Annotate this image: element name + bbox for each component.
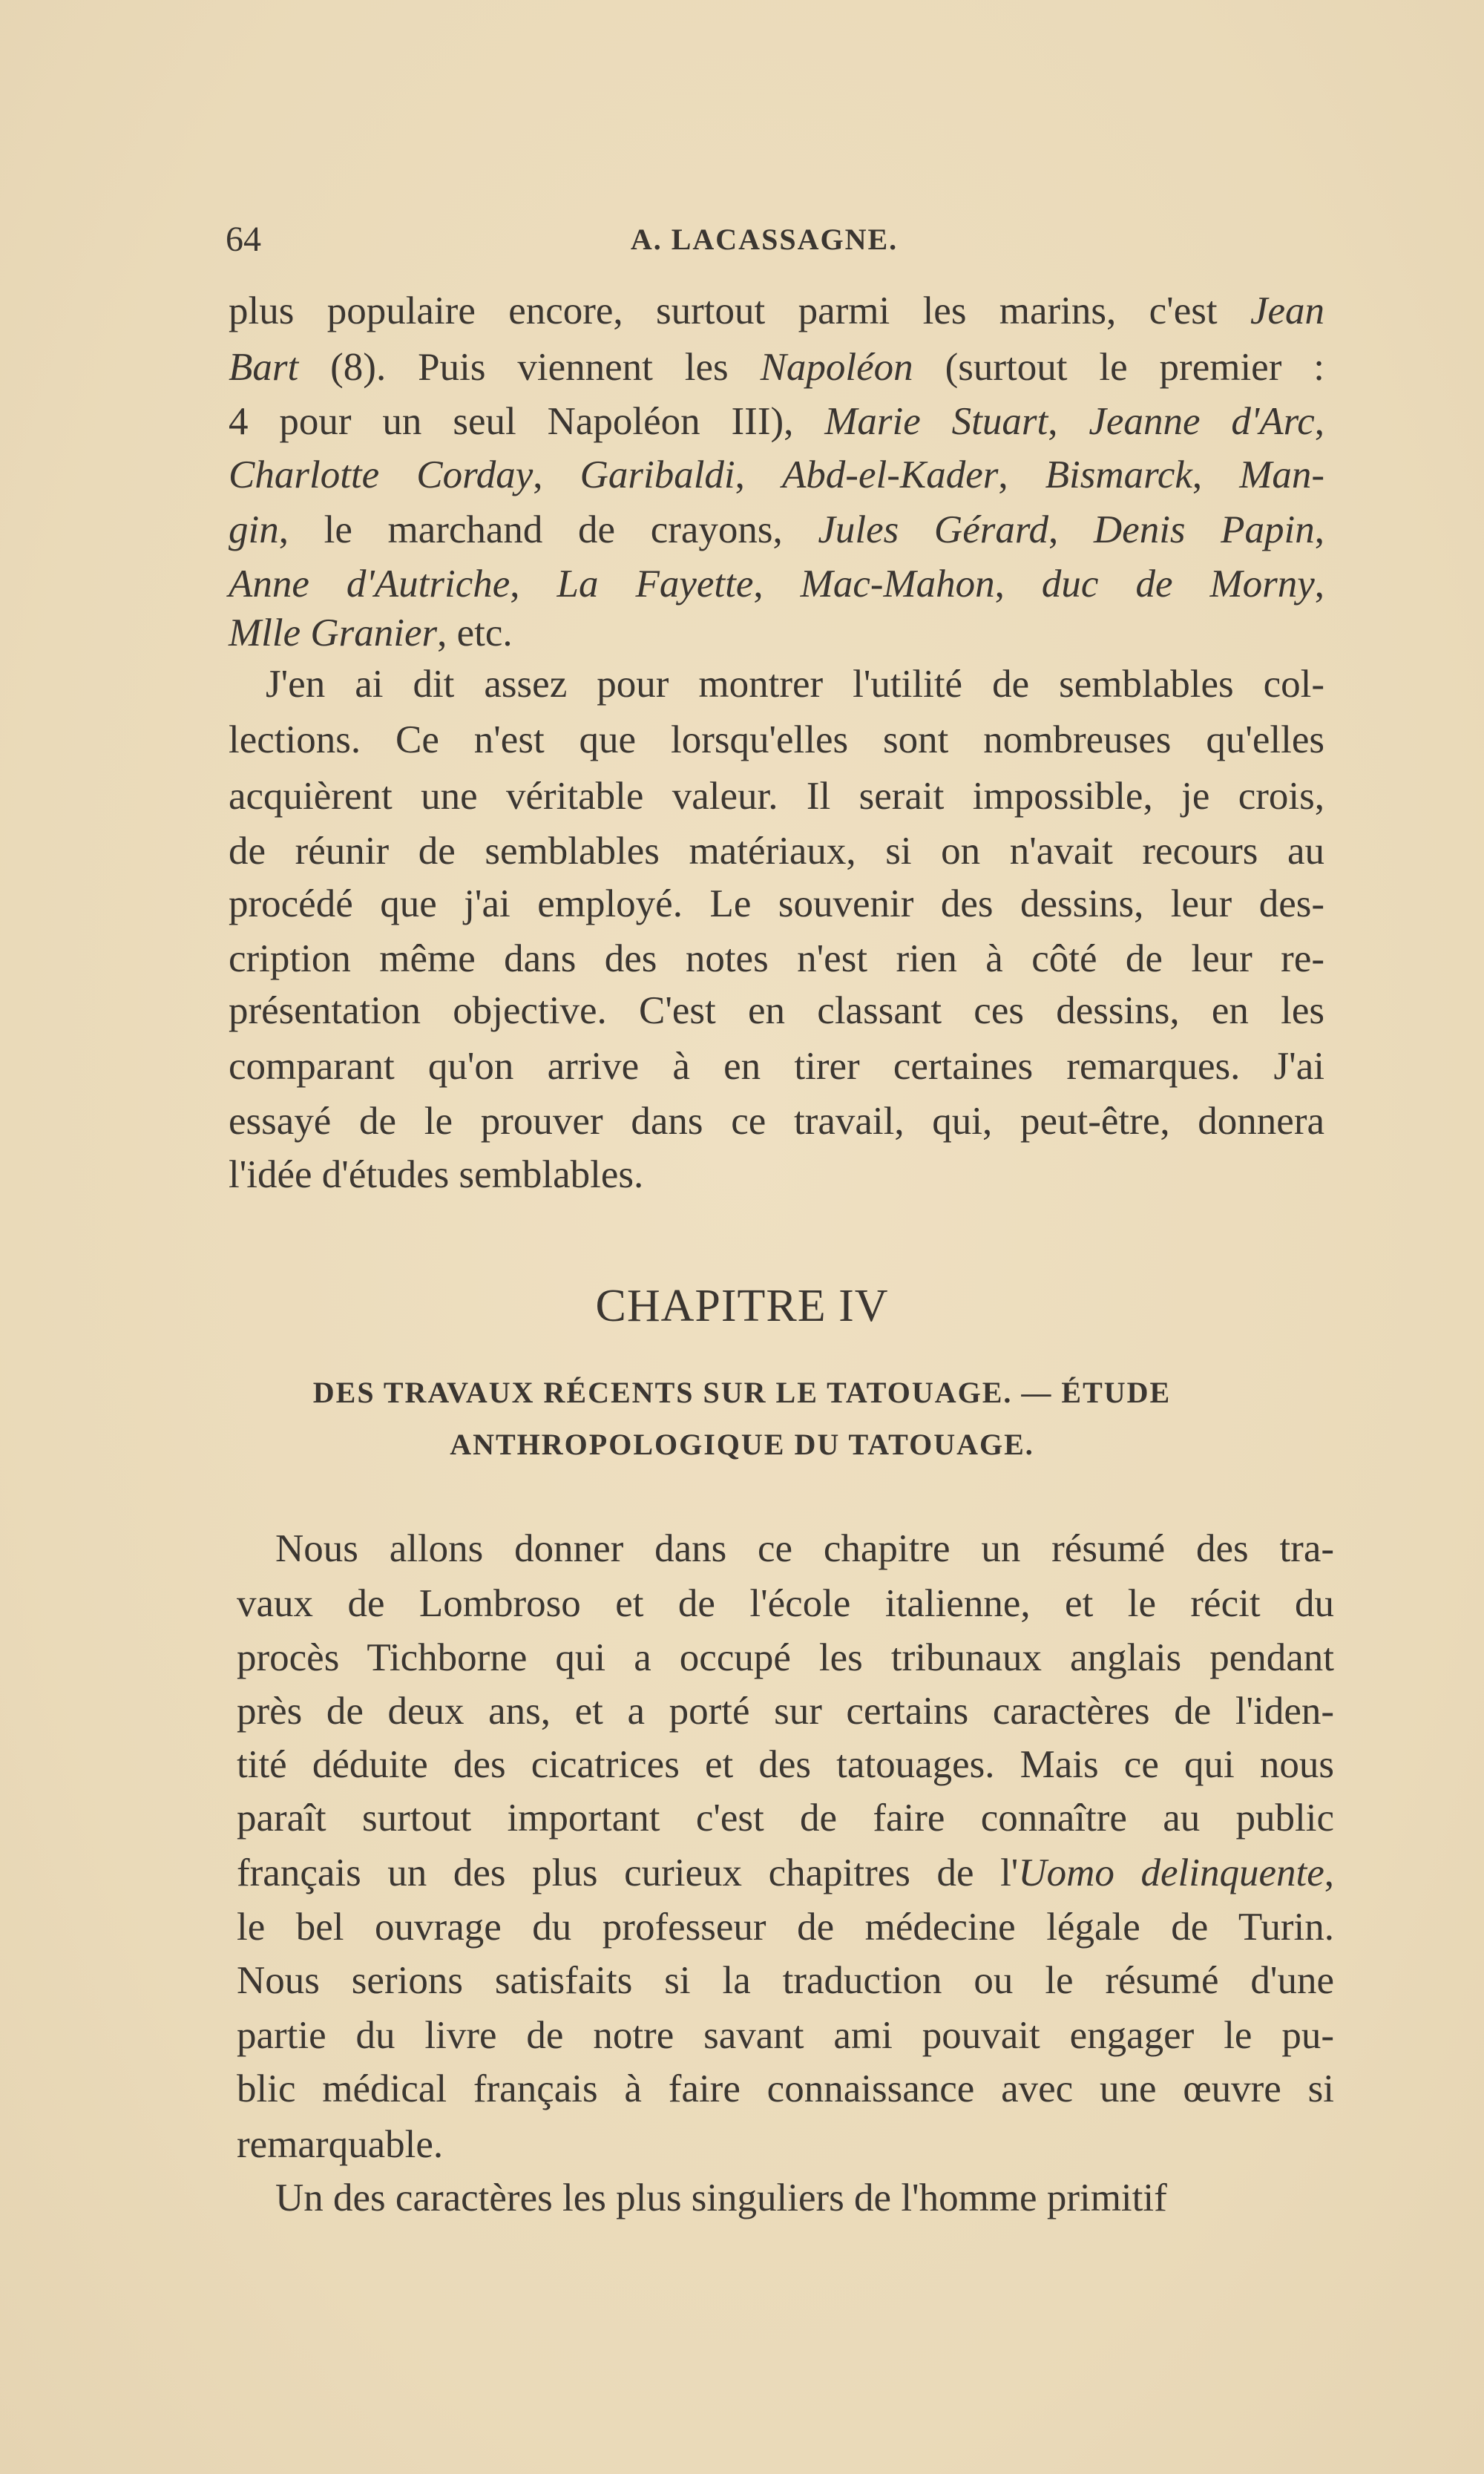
- text-line: [229, 606, 1324, 660]
- italic-text: Denis Papin: [1093, 508, 1315, 551]
- text-line: [237, 1684, 1334, 1739]
- text-run: vaux de Lombroso et de l'école italienne, et le récit du: [237, 1582, 1334, 1625]
- text-line: [237, 1845, 1334, 1900]
- text-line: [229, 876, 1324, 931]
- text-run: ,: [1314, 562, 1325, 606]
- text-line: [275, 2171, 1334, 2225]
- italic-text: Jean: [1250, 289, 1324, 332]
- chapter-subtitle-line-2: ANTHROPOLOGIQUE DU TATOUAGE.: [450, 1428, 1034, 1461]
- text-line: [237, 1953, 1334, 2008]
- text-run: acquièrent une véritable valeur. Il serait impossible, je crois,: [229, 775, 1324, 818]
- text-run: remarquable.: [237, 2123, 444, 2166]
- text-run: français un des plus curieux chapitres de l': [237, 1851, 1019, 1894]
- italic-text: Garibaldi: [580, 453, 735, 496]
- text-line: [229, 557, 1324, 611]
- text-line: [229, 931, 1324, 986]
- text-line: [229, 1039, 1324, 1094]
- italic-text: duc de Morny: [1041, 562, 1315, 606]
- italic-text: Abd-el-Kader: [781, 453, 999, 496]
- chapter-subtitle-line-1: DES TRAVAUX RÉCENTS SUR LE TATOUAGE. — ÉTUDE: [312, 1376, 1172, 1409]
- text-run: J'en ai dit assez pour montrer l'utilité de semblables col-: [266, 663, 1324, 706]
- text-line: [237, 2061, 1334, 2116]
- text-run: Un des caractères les plus singuliers de l'homme primitif: [275, 2176, 1167, 2219]
- text-line: [229, 447, 1324, 502]
- text-run: présentation objective. C'est en classant ces dessins, en les: [229, 989, 1324, 1032]
- page-number: 64: [226, 220, 261, 259]
- text-run: (8). Puis viennent les: [298, 346, 761, 389]
- chapter-title: CHAPITRE IV: [595, 1281, 889, 1331]
- text-run: ,: [1314, 400, 1325, 443]
- italic-text: Marie Stuart: [824, 400, 1048, 443]
- text-run: Nous allons donner dans ce chapitre un résumé des tra-: [275, 1527, 1334, 1570]
- text-line: [229, 1094, 1324, 1149]
- text-run: de réunir de semblables matériaux, si on n'avait recours au: [229, 830, 1324, 873]
- italic-text: Mlle Granier: [229, 611, 438, 654]
- text-run: paraît surtout important c'est de faire connaître au public: [237, 1797, 1334, 1840]
- text-line: [229, 502, 1324, 557]
- text-run: tité déduite des cicatrices et des tatouages. Mais ce qui nous: [237, 1743, 1334, 1786]
- text-line: [229, 983, 1324, 1038]
- italic-text: Bart: [229, 346, 299, 389]
- italic-text: Man-: [1239, 453, 1324, 496]
- italic-text: Uomo delinquente: [1018, 1851, 1324, 1894]
- italic-text: Napoléon: [760, 346, 913, 389]
- text-line: [229, 283, 1324, 338]
- text-run: ,: [1314, 508, 1325, 551]
- text-line: [237, 1900, 1334, 1955]
- italic-text: Jeanne d'Arc: [1089, 400, 1315, 443]
- text-run: blic médical français à faire connaissance avec une œuvre si: [237, 2067, 1334, 2110]
- text-run: partie du livre de notre savant ami pouvait engager le pu-: [237, 2014, 1334, 2057]
- text-run: , le marchand de crayons,: [278, 508, 818, 551]
- text-line: [229, 394, 1324, 449]
- text-run: (surtout le premier :: [913, 346, 1324, 389]
- italic-text: Anne d'Autriche: [229, 562, 510, 606]
- text-run: plus populaire encore, surtout parmi les marins, c'est: [229, 289, 1250, 332]
- text-line: [229, 712, 1324, 767]
- text-run: ,: [753, 562, 801, 606]
- text-run: lections. Ce n'est que lorsqu'elles sont nombreuses qu'elles: [229, 718, 1324, 761]
- text-run: comparant qu'on arrive à en tirer certaines remarques. J'ai: [229, 1045, 1324, 1088]
- italic-text: gin: [229, 508, 279, 551]
- text-run: essayé de le prouver dans ce travail, qui, peut-être, donnera: [229, 1100, 1324, 1143]
- text-line: [237, 1576, 1334, 1631]
- text-line: [237, 1791, 1334, 1845]
- running-head: A. LACASSAGNE.: [630, 223, 899, 256]
- text-line: [229, 824, 1324, 879]
- italic-text: Mac-Mahon: [800, 562, 995, 606]
- text-run: ,: [994, 562, 1042, 606]
- text-run: cription même dans des notes n'est rien à côté de leur re-: [229, 937, 1324, 980]
- text-run: procès Tichborne qui a occupé les tribunaux anglais pendant: [237, 1636, 1334, 1679]
- text-run: ,: [1048, 400, 1089, 443]
- text-line: [266, 657, 1324, 712]
- text-line: [237, 2117, 1334, 2172]
- text-run: ,: [510, 562, 557, 606]
- italic-text: Bismarck: [1045, 453, 1192, 496]
- text-run: l'idée d'études semblables.: [229, 1153, 644, 1196]
- text-line: [275, 1521, 1334, 1576]
- text-line: [229, 340, 1324, 395]
- text-run: ,: [1324, 1851, 1334, 1894]
- italic-text: Charlotte Corday: [229, 453, 533, 496]
- text-run: ,: [533, 453, 580, 496]
- text-run: le bel ouvrage du professeur de médecine légale de Turin.: [237, 1906, 1334, 1949]
- text-run: , etc.: [437, 611, 513, 654]
- text-line: [229, 769, 1324, 824]
- text-run: près de deux ans, et a porté sur certains caractères de l'iden-: [237, 1690, 1334, 1733]
- text-run: Nous serions satisfaits si la traduction ou le résumé d'une: [237, 1959, 1334, 2002]
- text-run: ,: [1192, 453, 1240, 496]
- text-run: 4 pour un seul Napoléon III),: [229, 400, 825, 443]
- text-run: procédé que j'ai employé. Le souvenir des dessins, leur des-: [229, 882, 1324, 925]
- italic-text: Jules Gérard: [818, 508, 1049, 551]
- text-run: ,: [998, 453, 1045, 496]
- text-line: [237, 2008, 1334, 2063]
- text-line: [237, 1630, 1334, 1685]
- text-run: ,: [735, 453, 782, 496]
- text-run: ,: [1048, 508, 1094, 551]
- text-line: [237, 1737, 1334, 1792]
- text-line: [229, 1147, 1324, 1202]
- italic-text: La Fayette: [556, 562, 754, 606]
